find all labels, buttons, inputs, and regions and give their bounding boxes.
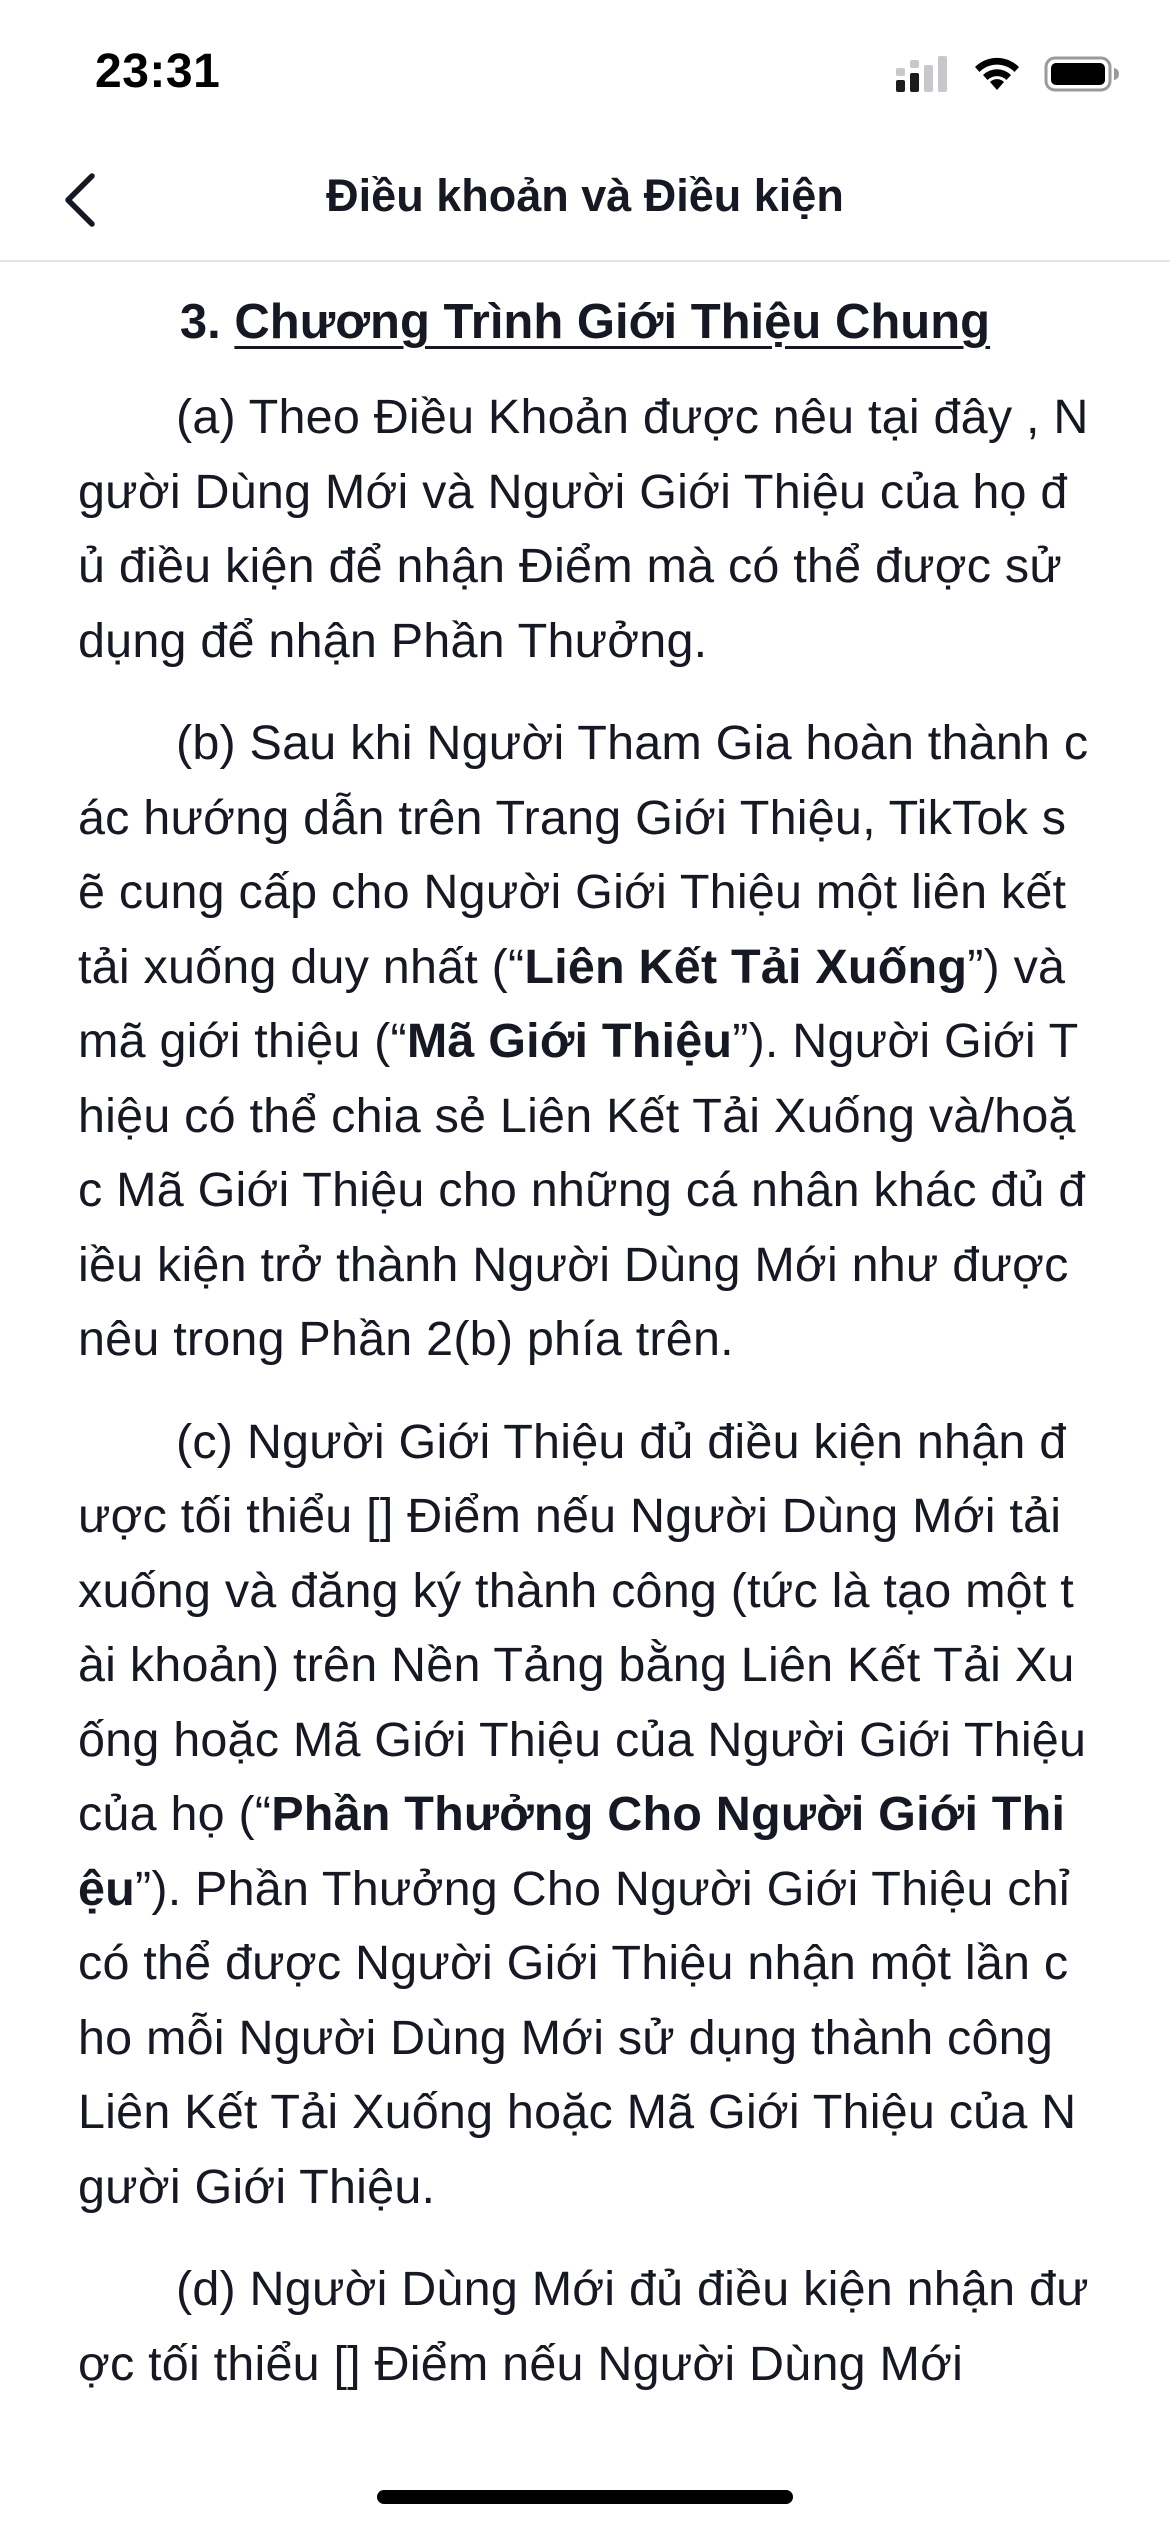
- section-number: 3.: [179, 295, 235, 349]
- paragraph-b-text-2: ”) và mã giới thiệu (“: [78, 939, 1066, 1068]
- section-title: Chương Trình Giới Thiệu Chung: [234, 295, 991, 349]
- battery-icon: [1044, 55, 1120, 93]
- navigation-bar: [0, 140, 1170, 262]
- home-indicator[interactable]: [377, 2490, 793, 2504]
- paragraph-a-text: (a) Theo Điều Khoản được nêu tại đây , Người Dùng Mới và Người Giới Thiệu của họ đủ điều kiện để nhận Điểm mà có thể được sử dụng để nhận Phần Thưởng.: [78, 390, 1089, 668]
- paragraph-a: [78, 380, 1092, 678]
- paragraph-d: [78, 2252, 1092, 2401]
- paragraph-c-bold-term-1: Phần Thưởng Cho Người Giới Thiệu: [78, 1787, 1066, 1916]
- paragraph-c-text-2: ”). Phần Thưởng Cho Người Giới Thiệu chỉ có thể được Người Giới Thiệu nhận một lần cho mỗi Người Dùng Mới sử dụng thành công Liên Kết Tải Xuống hoặc Mã Giới Thiệu của Người Giới Thiệu.: [78, 1861, 1077, 2214]
- paragraph-b-bold-term-2: Mã Giới Thiệu: [406, 1014, 733, 1068]
- cellular-signal-icon: [894, 54, 950, 94]
- status-bar: [0, 0, 1170, 140]
- paragraph-d-text: (d) Người Dùng Mới đủ điều kiện nhận được tối thiểu [] Điểm nếu Người Dùng Mới: [78, 2262, 1089, 2391]
- section-heading: [78, 282, 1092, 362]
- paragraph-b: [78, 706, 1092, 1377]
- status-time: 23:31: [95, 45, 221, 98]
- paragraph-b-bold-term-1: Liên Kết Tải Xuống: [524, 939, 968, 994]
- paragraph-c: [78, 1405, 1092, 2225]
- paragraph-b-text-3: ”). Người Giới Thiệu có thể chia sẻ Liên Kết Tải Xuống và/hoặc Mã Giới Thiệu cho những cá nhân khác đủ điều kiện trở thành Người Dùng Mới như được nêu trong Phần 2(b) phía trên.: [78, 1014, 1086, 1366]
- wifi-icon: [972, 55, 1022, 93]
- paragraph-b-text-1: (b) Sau khi Người Tham Gia hoàn thành các hướng dẫn trên Trang Giới Thiệu, TikTok sẽ cung cấp cho Người Giới Thiệu một liên kết tải xuống duy nhất (“: [78, 716, 1089, 994]
- terms-content[interactable]: [78, 262, 1092, 2532]
- paragraph-c-text-1: (c) Người Giới Thiệu đủ điều kiện nhận được tối thiểu [] Điểm nếu Người Dùng Mới tải xuống và đăng ký thành công (tức là tạo một tài khoản) trên Nền Tảng bằng Liên Kết Tải Xuống hoặc Mã Giới Thiệu của Người Giới Thiệu của họ (“: [78, 1414, 1087, 1841]
- page-title: Điều khoản và Điều kiện: [326, 170, 844, 221]
- status-icons: [894, 52, 1120, 96]
